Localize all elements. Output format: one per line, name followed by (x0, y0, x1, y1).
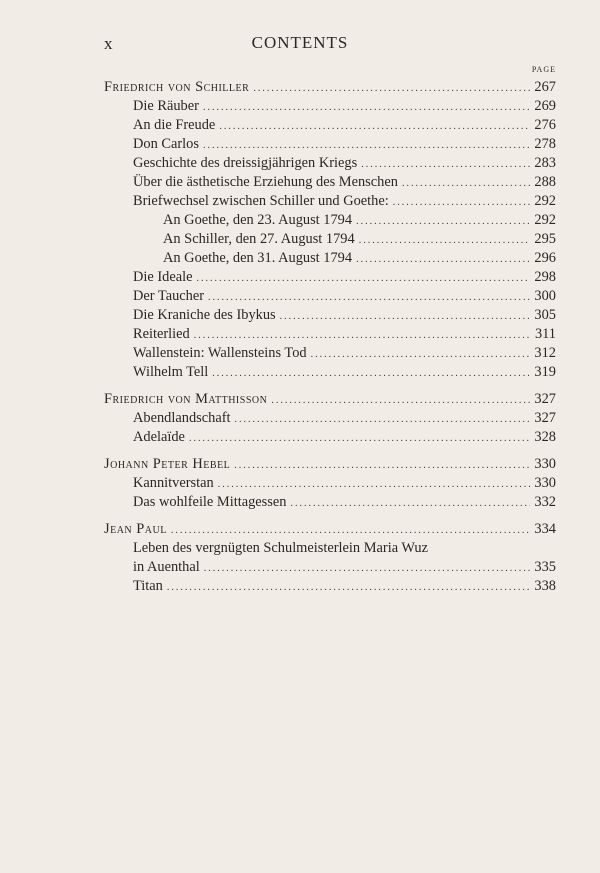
work-entry-leben-des-vergnugten-schulmeisterlein-maria-wuz (104, 558, 556, 577)
dot-leader (189, 429, 530, 448)
work-entry-die-ideale-title: Die Ideale (133, 269, 193, 285)
work-entry-an-schiller-den-27-august-1794 (104, 230, 556, 249)
work-entry-titan (104, 577, 556, 596)
dot-leader (167, 578, 530, 597)
author-entry-friedrich-von-matthisson-page-number: 327 (534, 391, 556, 407)
work-entry-an-schiller-den-27-august-1794-title: An Schiller, den 27. August 1794 (163, 231, 355, 247)
dot-leader (393, 193, 530, 212)
work-entry-abendlandschaft-page-number: 327 (534, 410, 556, 426)
work-entry-briefwechsel-zwischen-schiller-und-goethe-page-number: 292 (534, 193, 556, 209)
work-entry-die-kraniche-des-ibykus-page-number: 305 (534, 307, 556, 323)
work-entry-abendlandschaft (104, 409, 556, 428)
work-entry-an-goethe-den-23-august-1794-title: An Goethe, den 23. August 1794 (163, 212, 353, 228)
dot-leader (356, 212, 530, 231)
work-entry-adelaide-page-number: 328 (534, 429, 556, 445)
work-entry-kannitverstan (104, 474, 556, 493)
work-entry-das-wohlfeile-mittagessen (104, 493, 556, 512)
work-entry-an-goethe-den-23-august-1794-page-number: 292 (534, 212, 556, 228)
work-entry-don-carlos-title: Don Carlos (133, 136, 199, 152)
work-entry-an-die-freude-page-number: 276 (534, 117, 556, 133)
work-entry-an-die-freude (104, 116, 556, 135)
work-entry-die-ideale (104, 268, 556, 287)
work-entry-adelaide-title: Adelaïde (133, 429, 185, 445)
toc-section (104, 520, 556, 596)
dot-leader (204, 559, 530, 578)
work-entry-die-rauber-page-number: 269 (534, 98, 556, 114)
work-entry-an-goethe-den-31-august-1794-title: An Goethe, den 31. August 1794 (163, 250, 353, 266)
author-entry-johann-peter-hebel-page-number: 330 (534, 456, 556, 472)
toc-section (104, 455, 556, 512)
work-entry-titan-page-number: 338 (534, 578, 556, 594)
work-entry-die-rauber-title: Die Räuber (133, 98, 199, 114)
work-entry-briefwechsel-zwischen-schiller-und-goethe (104, 192, 556, 211)
toc-section (104, 78, 556, 382)
work-entry-geschichte-des-dreissigjahrigen-kriegs (104, 154, 556, 173)
dot-leader (194, 326, 530, 345)
work-entry-der-taucher-page-number: 300 (534, 288, 556, 304)
work-entry-geschichte-des-dreissigjahrigen-kriegs-title: Geschichte des dreissigjährigen Kriegs (133, 155, 358, 171)
author-entry-friedrich-von-matthisson-title: Friedrich von Matthisson (104, 391, 268, 407)
work-entry-an-goethe-den-31-august-1794 (104, 249, 556, 268)
author-entry-jean-paul-title: Jean Paul (104, 521, 167, 537)
work-entry-wallenstein-wallensteins-tod (104, 344, 556, 363)
work-entry-leben-des-vergnugten-schulmeisterlein-maria-wuz-page-number: 335 (534, 559, 556, 575)
dot-leader (219, 117, 530, 136)
dot-leader (280, 307, 530, 326)
dot-leader (171, 521, 530, 540)
work-entry-reiterlied-title: Reiterlied (133, 326, 190, 342)
work-entry-uber-die-asthetische-erziehung-des-menschen-page-number: 288 (534, 174, 556, 190)
work-entry-an-schiller-den-27-august-1794-page-number: 295 (534, 231, 556, 247)
dot-leader (359, 231, 530, 250)
dot-leader (290, 494, 530, 513)
author-entry-jean-paul-page-number: 334 (534, 521, 556, 537)
work-entry-wilhelm-tell (104, 363, 556, 382)
dot-leader (203, 136, 530, 155)
dot-leader (356, 250, 530, 269)
work-entry-adelaide (104, 428, 556, 447)
author-entry-friedrich-von-matthisson (104, 390, 556, 409)
dot-leader (253, 79, 530, 98)
author-entry-friedrich-von-schiller-title: Friedrich von Schiller (104, 79, 250, 95)
dot-leader (311, 345, 530, 364)
dot-leader (361, 155, 530, 174)
work-entry-der-taucher-title: Der Taucher (133, 288, 205, 304)
work-entry-die-kraniche-des-ibykus (104, 306, 556, 325)
work-entry-leben-des-vergnugten-schulmeisterlein-maria-wuz-title: in Auenthal (133, 559, 200, 575)
work-entry-wilhelm-tell-title: Wilhelm Tell (133, 364, 209, 380)
dot-leader (212, 364, 530, 383)
work-entry-an-die-freude-title: An die Freude (133, 117, 216, 133)
work-entry-titan-title: Titan (133, 578, 163, 594)
work-entry-reiterlied (104, 325, 556, 344)
work-entry-die-ideale-page-number: 298 (534, 269, 556, 285)
dot-leader (234, 456, 530, 475)
work-entry-uber-die-asthetische-erziehung-des-menschen (104, 173, 556, 192)
page-title: CONTENTS (251, 33, 349, 52)
table-of-contents (104, 78, 556, 596)
author-entry-friedrich-von-schiller (104, 78, 556, 97)
work-entry-die-rauber (104, 97, 556, 116)
dot-leader (271, 391, 530, 410)
page-folio: x (104, 34, 113, 53)
toc-section (104, 390, 556, 447)
work-entry-der-taucher (104, 287, 556, 306)
work-entry-an-goethe-den-31-august-1794-page-number: 296 (534, 250, 556, 266)
author-entry-johann-peter-hebel-title: Johann Peter Hebel (104, 456, 231, 472)
author-entry-johann-peter-hebel (104, 455, 556, 474)
work-entry-wallenstein-wallensteins-tod-page-number: 312 (534, 345, 556, 361)
work-entry-briefwechsel-zwischen-schiller-und-goethe-title: Briefwechsel zwischen Schiller und Goethe: (133, 193, 389, 209)
dot-leader (235, 410, 530, 429)
work-entry-abendlandschaft-title: Abendlandschaft (133, 410, 231, 426)
work-entry-die-kraniche-des-ibykus-title: Die Kraniche des Ibykus (133, 307, 276, 323)
work-entry-geschichte-des-dreissigjahrigen-kriegs-page-number: 283 (534, 155, 556, 171)
author-entry-friedrich-von-schiller-page-number: 267 (534, 79, 556, 95)
work-entry-das-wohlfeile-mittagessen-page-number: 332 (534, 494, 556, 510)
author-entry-jean-paul (104, 520, 556, 539)
work-entry-an-goethe-den-23-august-1794 (104, 211, 556, 230)
work-entry-don-carlos (104, 135, 556, 154)
work-entry-uber-die-asthetische-erziehung-des-menschen-title: Über die ästhetische Erziehung des Menschen (133, 174, 398, 190)
work-entry-wallenstein-wallensteins-tod-title: Wallenstein: Wallensteins Tod (133, 345, 307, 361)
work-entry-kannitverstan-page-number: 330 (534, 475, 556, 491)
work-entry-don-carlos-page-number: 278 (534, 136, 556, 152)
dot-leader (402, 174, 530, 193)
dot-leader (203, 98, 530, 117)
dot-leader (218, 475, 530, 494)
dot-leader (197, 269, 530, 288)
dot-leader (208, 288, 530, 307)
page-column-label: PAGE (531, 65, 556, 74)
work-entry-leben-des-vergnugten-schulmeisterlein-maria-wuz-first-line: Leben des vergnügten Schulmeisterlein Maria Wuz (133, 540, 429, 556)
work-entry-das-wohlfeile-mittagessen-title: Das wohlfeile Mittagessen (133, 494, 287, 510)
work-entry-wilhelm-tell-page-number: 319 (534, 364, 556, 380)
work-entry-reiterlied-page-number: 311 (534, 326, 556, 342)
work-entry-kannitverstan-title: Kannitverstan (133, 475, 214, 491)
